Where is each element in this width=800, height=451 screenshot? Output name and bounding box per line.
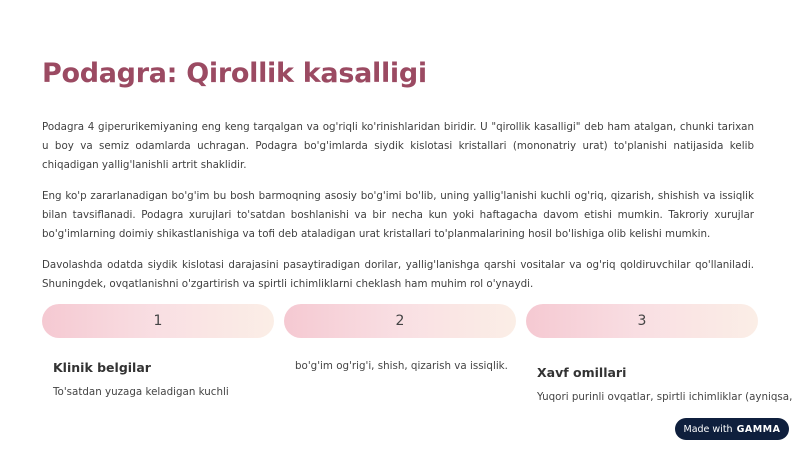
step-1-pill [42,304,274,338]
step-3-pill [526,304,758,338]
made-with-gamma-badge[interactable] [675,418,789,440]
page-title: Podagra: Qirollik kasalligi [42,58,427,89]
step-1-text: To'satdan yuzaga keladigan kuchli [53,386,229,398]
symptoms-paragraph: Eng ko'p zararlanadigan bo'g'im bu bosh barmoqning asosiy bo'g'imi bo'lib, uning yallig'lanishi kuchli og'riq, qizarish, shishish va issiqlik bilan tavsiflanadi. Podagra xurujlari to'satdan boshlanishi va bir necha kun yoki haftagacha davom etishi mumkin. Takroriy xurujlar bo'g'imlarning doimiy shikastlanishiga va tofi deb ataladigan urat kristallari to'planmalarining hosil bo'lishiga olib kelishi mumkin. [42,190,754,240]
step-2-number: 2 [395,313,405,329]
step-3-heading: Xavf omillari [537,365,627,380]
step-2-text: bo'g'im og'rig'i, shish, qizarish va issiqlik. [295,360,508,372]
step-1-heading: Klinik belgilar [53,360,151,375]
step-1-number: 1 [153,313,163,329]
step-3-number: 3 [637,313,647,329]
gamma-logo: GAMMA [736,423,781,435]
step-3-text: Yuqori purinli ovqatlar, spirtli ichimliklar (ayniqsa, [537,391,792,403]
step-2-pill [284,304,516,338]
intro-paragraph: Podagra 4 giperurikemiyaning eng keng tarqalgan va og'riqli ko'rinishlaridan biridir. U "qirollik kasalligi" deb ham atalgan, chunki tarixan u boy va semiz odamlarda uchragan. Podagra bo'g'imlarda siydik kislotasi kristallari (mononatriy urat) to'planishi natijasida kelib chiqadigan yallig'lanishli artrit shaklidir. [42,121,754,171]
badge-made-with-label: Made with [683,423,733,435]
treatment-paragraph: Davolashda odatda siydik kislotasi darajasini pasaytiradigan dorilar, yallig'lanishga qarshi vositalar va og'riq qoldiruvchilar qo'llaniladi. Shuningdek, ovqatlanishni o'zgartirish va spirtli ichimliklarni cheklash ham muhim rol o'ynaydi. [42,259,754,290]
